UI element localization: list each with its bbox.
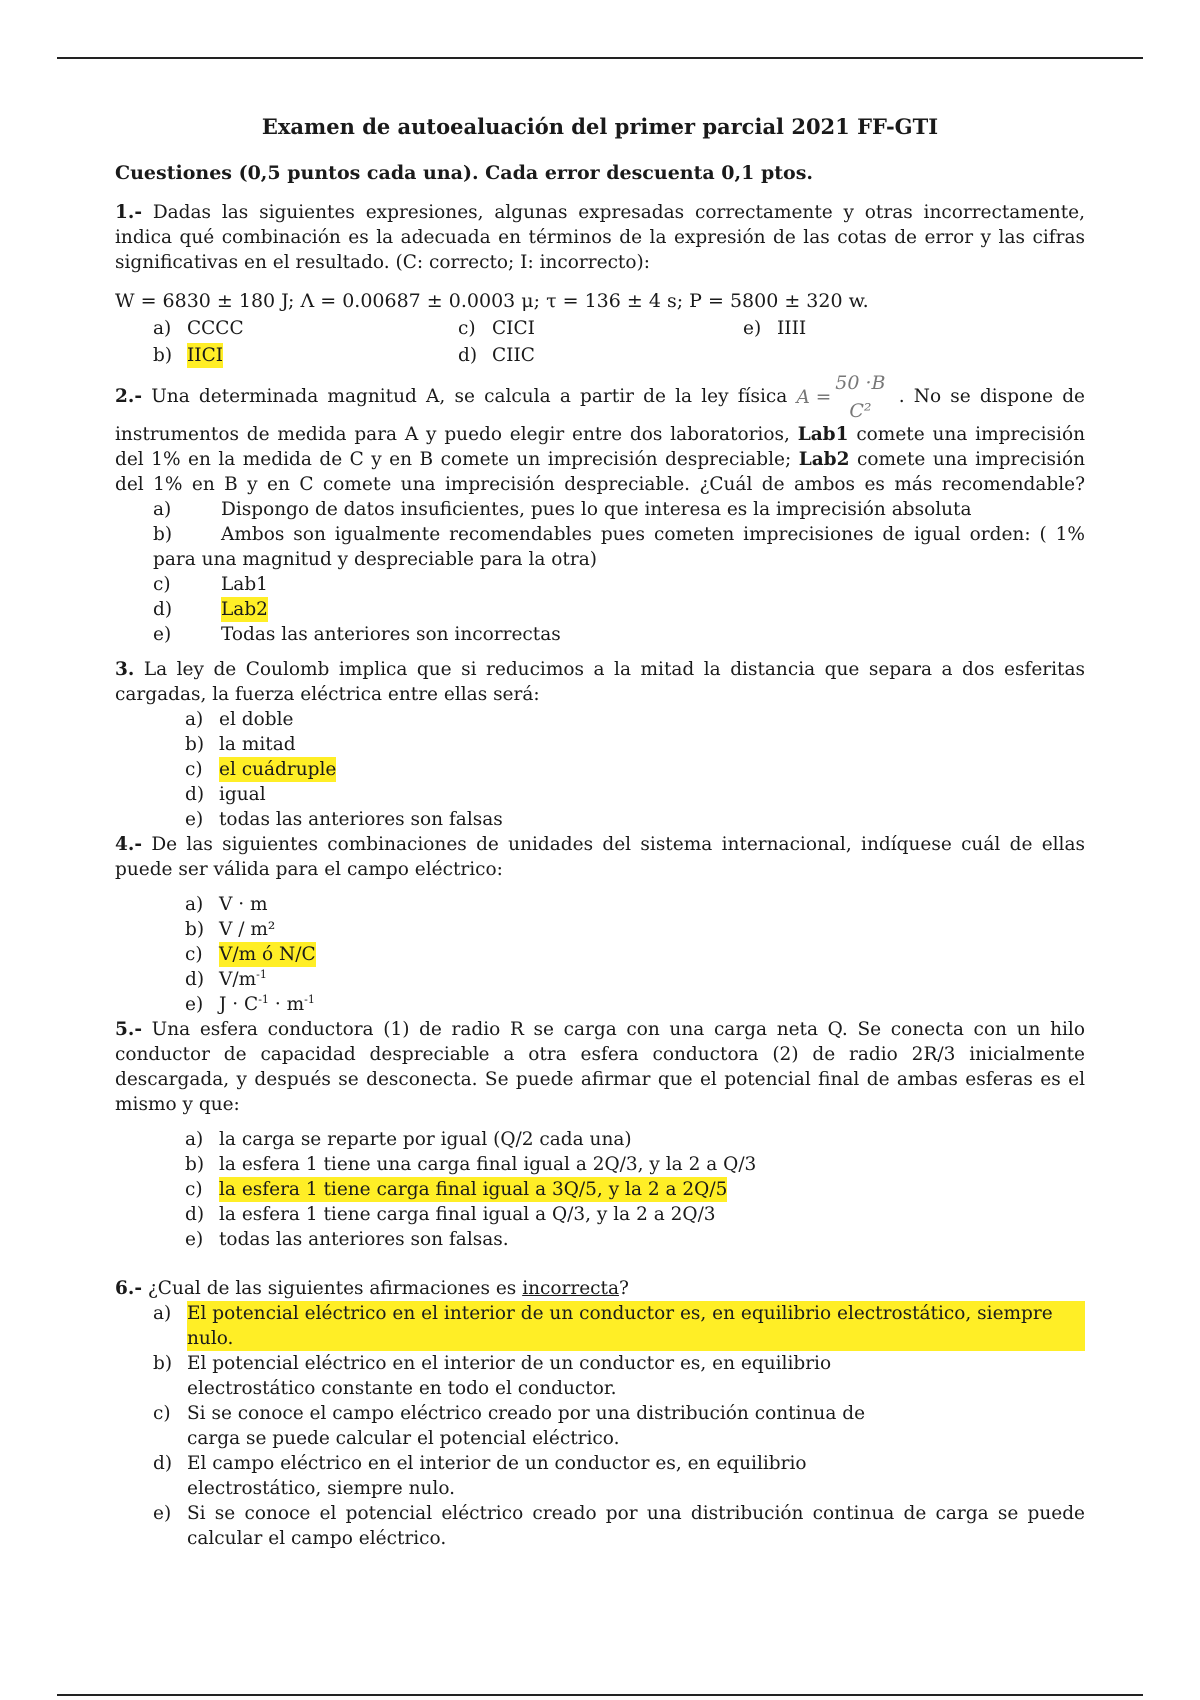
question-number: 4.- — [115, 834, 142, 855]
option-c — [153, 1401, 1085, 1451]
option-text-highlighted: la esfera 1 tiene carga final igual a 3Q/5, y la 2 a 2Q/5 — [219, 1179, 728, 1200]
option-text: Si se conoce el campo eléctrico creado por una distribución continua de — [187, 1403, 866, 1424]
option-text-cont: carga se puede calcular el potencial eléctrico. — [187, 1428, 620, 1449]
option-label: a) — [185, 894, 204, 915]
option-text: la esfera 1 tiene una carga final igual a 2Q/3, y la 2 a Q/3 — [219, 1154, 757, 1175]
option-d — [185, 782, 1085, 807]
question-text: La ley de Coulomb implica que si reducimos a la mitad la distancia que separa a dos esferitas cargadas, la fuerza eléctrica entre ellas será: — [115, 659, 1085, 705]
option-text: CCCC — [187, 318, 244, 339]
option-a — [153, 316, 458, 341]
option-text-highlighted: Lab2 — [221, 599, 268, 620]
option-text: todas las anteriores son falsas — [219, 809, 503, 830]
option-a — [185, 892, 1085, 917]
question-text-cont: . No se dispone de instrumentos de medida para A y puedo elegir entre dos laboratorios, — [115, 386, 1085, 445]
option-text: Si se conoce el potencial eléctrico creado por una distribución continua de carga se puede calcular el campo eléctrico. — [187, 1503, 1085, 1549]
question-number: 1.- — [115, 202, 142, 223]
option-label: a) — [185, 1129, 204, 1150]
question-text: De las siguientes combinaciones de unidades del sistema internacional, indíquese cuál de ellas puede ser válida para el campo eléctrico: — [115, 834, 1085, 880]
option-text: CICI — [492, 318, 535, 339]
option-label: c) — [153, 1403, 171, 1424]
option-text: igual — [219, 784, 266, 805]
option-label: e) — [185, 1229, 204, 1250]
option-d — [185, 967, 1085, 992]
option-text: V / m² — [219, 919, 276, 940]
option-label: b) — [153, 524, 173, 545]
superscript: -1 — [304, 992, 315, 1006]
question-1 — [115, 200, 1085, 368]
exam-page — [115, 108, 1085, 1551]
option-d — [185, 1202, 1085, 1227]
option-text: El campo eléctrico en el interior de un conductor es, en equilibrio — [187, 1453, 807, 1474]
lab2-bold: Lab2 — [798, 449, 850, 470]
option-e — [153, 622, 1085, 647]
superscript: -1 — [258, 992, 269, 1006]
question-text: Una esfera conductora (1) de radio R se carga con una carga neta Q. Se conecta con un hilo conductor de capacidad despreciable a otra esfera conductora (2) de radio 2R/3 inicialmente descargada, y después se desconecta. Se puede afirmar que el potencial final de ambas esferas es el mismo y que: — [115, 1019, 1085, 1115]
question-number: 2.- — [115, 386, 142, 407]
question-number: 5.- — [115, 1019, 142, 1040]
underlined-word: incorrecta — [522, 1278, 619, 1299]
question-text-end: comete una imprecisión del 1% en B y en C comete una imprecisión despreciable. ¿Cuál de ambos es más recomendable? — [115, 449, 1085, 495]
option-label: c) — [153, 574, 171, 595]
options-grid — [153, 316, 1085, 368]
formula-numerator: 50 ·B — [835, 372, 886, 394]
page-title: Examen de autoealuación del primer parcial 2021 FF-GTI — [261, 114, 939, 139]
option-text-highlighted: El potencial eléctrico en el interior de un conductor es, en equilibrio electrostático, siempre nulo. — [187, 1301, 1085, 1351]
question-number: 6.- — [115, 1278, 142, 1299]
option-text: la esfera 1 tiene carga final igual a Q/3, y la 2 a 2Q/3 — [219, 1204, 716, 1225]
option-text: V · m — [219, 894, 268, 915]
option-a — [153, 1301, 1085, 1351]
expression-line: W = 6830 ± 180 J; Λ = 0.00687 ± 0.0003 μ; τ = 136 ± 4 s; P = 5800 ± 320 w. — [115, 290, 869, 312]
option-text: Ambos son igualmente recomendables pues cometen imprecisiones de igual orden: ( 1% para una magnitud y despreciable para la otra) — [153, 524, 1085, 570]
question-number: 3. — [115, 659, 135, 680]
option-label: d) — [185, 969, 205, 990]
option-text: CIIC — [492, 345, 535, 366]
question-6 — [115, 1276, 1085, 1551]
option-e — [185, 992, 1085, 1017]
option-label: b) — [153, 345, 173, 366]
option-text-cont: electrostático constante en todo el conductor. — [187, 1378, 617, 1399]
section-heading: Cuestiones (0,5 puntos cada una). Cada error descuenta 0,1 ptos. — [115, 162, 814, 184]
question-5 — [115, 1017, 1085, 1252]
option-text-cont: electrostático, siempre nulo. — [187, 1478, 456, 1499]
option-a — [153, 497, 1085, 522]
question-mark: ? — [618, 1278, 629, 1299]
option-d — [458, 343, 743, 368]
option-a — [185, 707, 1085, 732]
question-text-mid: comete una imprecisión del 1% en la medida de C y en B comete un imprecisión despreciable; — [115, 424, 1085, 470]
option-a — [185, 1127, 1085, 1152]
option-c — [185, 757, 1085, 782]
option-e — [153, 1501, 1085, 1551]
option-label: a) — [153, 318, 172, 339]
top-rule — [57, 57, 1143, 59]
question-text: ¿Cual de las siguientes afirmaciones es — [147, 1278, 517, 1299]
formula-fraction — [835, 372, 885, 422]
option-label: b) — [153, 1353, 173, 1374]
option-label: a) — [153, 1303, 172, 1324]
option-text: J · C — [219, 994, 259, 1015]
option-e — [743, 316, 943, 341]
option-e — [185, 807, 1085, 832]
option-label: c) — [458, 318, 476, 339]
option-b — [185, 1152, 1085, 1177]
question-text: Dadas las siguientes expresiones, algunas expresadas correctamente y otras incorrectamente, indica qué combinación es la adecuada en términos de la expresión de las cotas de error y las cifras significativas en el resultado. (C: correcto; I: incorrecto): — [115, 202, 1085, 273]
option-b — [153, 343, 458, 368]
option-b — [153, 1351, 1085, 1401]
option-label: a) — [153, 499, 172, 520]
option-label: c) — [185, 759, 203, 780]
option-d — [153, 1451, 1085, 1501]
option-text: la carga se reparte por igual (Q/2 cada una) — [219, 1129, 632, 1150]
option-text-cont: · m — [268, 994, 305, 1015]
option-b — [185, 732, 1085, 757]
option-text-highlighted: IICI — [187, 345, 224, 366]
option-text: Todas las anteriores son incorrectas — [221, 624, 561, 645]
option-b — [185, 917, 1085, 942]
option-label: d) — [185, 1204, 205, 1225]
question-text: Una determinada magnitud A, se calcula a partir de la ley física — [151, 386, 788, 407]
option-text: todas las anteriores son falsas. — [219, 1229, 509, 1250]
option-text: Lab1 — [221, 574, 268, 595]
option-c — [458, 316, 743, 341]
formula-denominator: C² — [849, 400, 872, 422]
option-text-highlighted: V/m ó N/C — [219, 944, 316, 965]
option-label: e) — [153, 624, 172, 645]
option-text: Dispongo de datos insuficientes, pues lo que interesa es la imprecisión absoluta — [221, 499, 972, 520]
option-text: V/m — [219, 969, 257, 990]
lab1-bold: Lab1 — [797, 424, 849, 445]
option-b — [153, 522, 1085, 572]
option-c — [185, 1177, 1085, 1202]
option-label: e) — [185, 994, 204, 1015]
option-label: d) — [185, 784, 205, 805]
option-label: c) — [185, 944, 203, 965]
option-label: e) — [153, 1503, 172, 1524]
option-c — [185, 942, 1085, 967]
option-text: el doble — [219, 709, 294, 730]
option-label: c) — [185, 1179, 203, 1200]
question-4 — [115, 832, 1085, 1017]
question-3 — [115, 657, 1085, 832]
option-text: IIII — [777, 318, 807, 339]
option-text: la mitad — [219, 734, 296, 755]
option-label: b) — [185, 1154, 205, 1175]
option-label: d) — [153, 599, 173, 620]
option-label: a) — [185, 709, 204, 730]
option-d — [153, 597, 1085, 622]
option-label: e) — [185, 809, 204, 830]
option-e — [185, 1227, 1085, 1252]
bottom-rule — [57, 1694, 1143, 1696]
superscript: -1 — [256, 967, 267, 981]
option-text: El potencial eléctrico en el interior de un conductor es, en equilibrio — [187, 1353, 832, 1374]
formula-lhs: A = — [796, 386, 832, 408]
option-label: e) — [743, 318, 762, 339]
option-label: d) — [458, 345, 478, 366]
option-label: d) — [153, 1453, 173, 1474]
option-label: b) — [185, 919, 205, 940]
question-2 — [115, 372, 1085, 647]
option-text-highlighted: el cuádruple — [219, 759, 337, 780]
formula — [797, 372, 890, 422]
option-label: b) — [185, 734, 205, 755]
option-c — [153, 572, 1085, 597]
